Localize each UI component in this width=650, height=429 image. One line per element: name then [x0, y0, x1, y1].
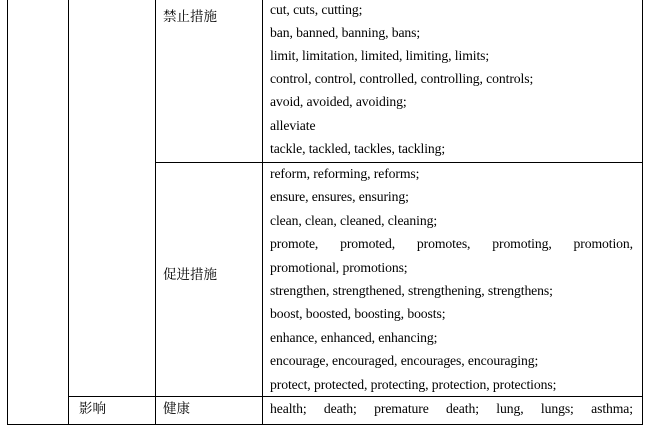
- keyword-line: reform, reforming, reforms;: [270, 166, 420, 181]
- keyword-line: ban, banned, banning, bans;: [270, 25, 421, 40]
- table-border-bottom: [7, 424, 643, 425]
- keyword-line: health; death; premature death; lung, lungs; asthma;: [270, 401, 633, 416]
- keyword-line: limit, limitation, limited, limiting, limits;: [270, 48, 490, 63]
- keyword-line: clean, clean, cleaned, cleaning;: [270, 213, 438, 228]
- category-label-health: 健康: [163, 401, 190, 417]
- keyword-line: promotional, promotions;: [270, 260, 408, 275]
- keyword-line: encourage, encouraged, encourages, encouraging;: [270, 353, 539, 368]
- column-divider-1: [68, 0, 69, 425]
- keyword-line: alleviate: [270, 118, 316, 133]
- keyword-line: promote, promoted, promotes, promoting, promotion,: [270, 236, 633, 251]
- keyword-line: tackle, tackled, tackles, tackling;: [270, 141, 446, 156]
- table-border-right: [642, 0, 643, 425]
- last-row-top-border: [68, 396, 643, 397]
- column-divider-3: [262, 0, 263, 425]
- section-divider: [155, 162, 643, 163]
- keyword-line: ensure, ensures, ensuring;: [270, 189, 409, 204]
- category-label-promotion: 促进措施: [163, 267, 217, 283]
- table-border-left: [7, 0, 8, 425]
- keyword-line: boost, boosted, boosting, boosts;: [270, 306, 446, 321]
- category-label-restriction: 禁止措施: [163, 9, 217, 25]
- keyword-line: enhance, enhanced, enhancing;: [270, 330, 438, 345]
- group-label-impact: 影响: [79, 401, 106, 417]
- keyword-line: control, control, controlled, controlling, controls;: [270, 71, 534, 86]
- keyword-line: cut, cuts, cutting;: [270, 2, 363, 17]
- keyword-line: avoid, avoided, avoiding;: [270, 94, 407, 109]
- keyword-line: protect, protected, protecting, protection, protections;: [270, 377, 557, 392]
- keyword-line: strengthen, strengthened, strengthening, strengthens;: [270, 283, 553, 298]
- column-divider-2: [155, 0, 156, 425]
